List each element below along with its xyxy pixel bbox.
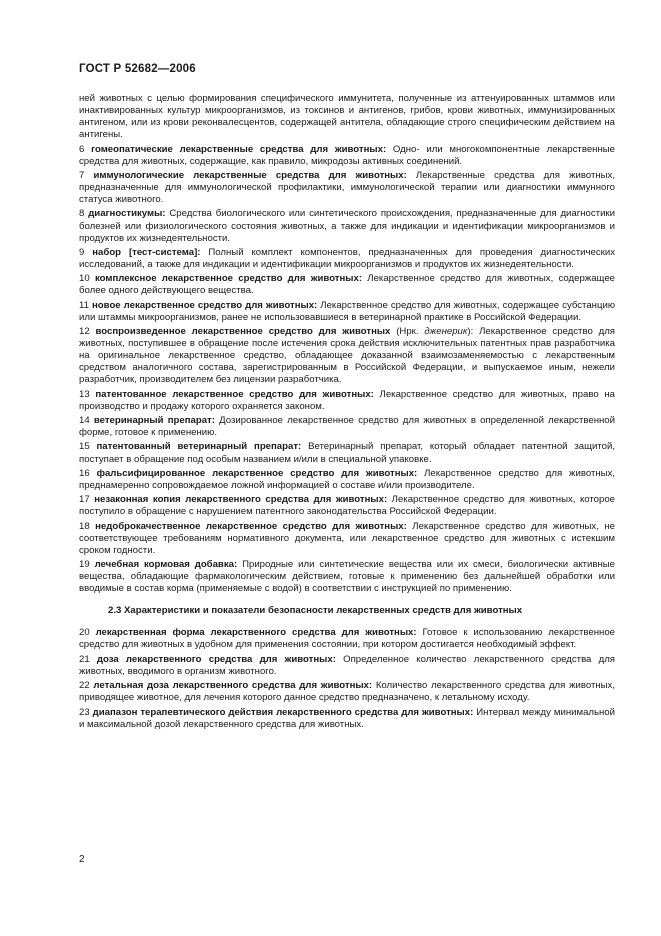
term-entry — [79, 273, 615, 297]
entry-number: 9 — [79, 246, 85, 258]
term-entry — [79, 680, 615, 704]
entry-definition: Лекарственное средство для животных, содержащее более одного действующего вещества. — [79, 273, 616, 297]
entry-term: незаконная копия лекарственного средства для животных: — [94, 494, 388, 506]
entry-definition: Интервал между минимальной и максимальной дозой лекарственного средства для животных. — [79, 706, 615, 730]
entry-number: 22 — [79, 680, 90, 692]
section-heading: 2.3 Характеристики и показатели безопасности лекарственных средств для животных — [108, 605, 523, 617]
entry-number: 20 — [79, 627, 90, 639]
entry-term: летальная доза лекарственного средства для животных: — [93, 680, 373, 692]
entry-number: 23 — [79, 706, 90, 718]
entry-number: 21 — [79, 653, 90, 665]
entry-definition: Лекарственное средство для животных, не соответствующее требованиям нормативного документа, или лекарственное средство для животных с истекшим сроком годности. — [79, 520, 615, 556]
entry-term: патентованное лекарственное средство для животных: — [95, 388, 374, 400]
entry-definition: Лекарственное средство для животных, преднамеренно сопровождаемое ложной информацией о составе и/или производителе. — [79, 467, 615, 491]
term-list-2 — [79, 627, 615, 730]
entry-number: 10 — [79, 273, 90, 285]
document-header: ГОСТ Р 52682—2006 — [79, 63, 196, 75]
entry-definition: Дозированное лекарственное средство для животных в определенной лекарственной форме, готовое к применению. — [79, 415, 615, 439]
entry-term: диапазон терапевтического действия лекарственного средства для животных: — [92, 706, 474, 718]
entry-definition: Готовое к использованию лекарственное средство для животных в удобном для применения состоянии, при котором достигается необходимый эффект. — [79, 627, 615, 651]
entry-number: 19 — [79, 559, 90, 570]
term-entry — [79, 144, 615, 168]
term-entry — [79, 247, 615, 271]
entry-definition: ): Лекарственное средство для животных, поступившее в обращение после истечения срока действия исключительных патентных прав разработчика на оригинальное лекарственное средство, обладающее доказанной взаимозаменяемостью с лекарственным средством аналогичного состава, зарегистрированным в Российской Федерации, и выпускаемое иным, нежели разработчик, производителем без лицензии разработчика. — [79, 326, 615, 386]
entry-definition: Ветеринарный препарат, который обладает патентной защитой, поступает в обращение под особым названием и/или в специальной упаковке. — [79, 441, 615, 465]
entry-number: 7 — [79, 169, 85, 181]
term-entry — [79, 707, 615, 731]
term-entry — [79, 389, 615, 413]
entry-number: 15 — [79, 441, 90, 453]
entry-number: 11 — [79, 299, 89, 311]
term-entry — [79, 494, 615, 518]
entry-definition: Природные или синтетические вещества или их смеси, биологически активные вещества, обладающие фармакологическим действием, готовые к применению без дальнейшей обработки или вводимые в состав корма (применяемые с водой) в соответствии с инструкцией по применению. — [79, 559, 615, 595]
entry-term: комплексное лекарственное средство для животных: — [94, 273, 363, 285]
entry-number: 14 — [79, 415, 90, 427]
entry-term: новое лекарственное средство для животных: — [92, 299, 318, 311]
entry-definition: Количество лекарственного средства для животных, приводящее животное, для лечения которого данное средство предназначено, к летальному исходу. — [79, 680, 616, 704]
entry-definition: Лекарственные средства для животных, предназначенные для иммунологической профилактики, иммунологической терапии или диагностики иммунного статуса животного. — [79, 169, 616, 206]
term-list — [79, 144, 615, 596]
entry-note: (Нрк. — [390, 326, 425, 337]
entry-term: диагностикумы: — [88, 208, 166, 220]
entry-definition: Лекарственное средство для животных, право на производство и продажу которого охраняется законом. — [79, 388, 615, 412]
entry-definition: Лекарственное средство для животных, содержащее субстанцию или штаммы микроорганизмов, ранее не использовавшиеся в ветеринарной практике в Российской Федерации. — [79, 299, 616, 323]
entry-term: набор [тест-система]: — [92, 246, 201, 258]
term-entry — [79, 468, 615, 492]
entry-note-italic: дженерик — [424, 326, 468, 337]
term-entry — [79, 559, 615, 595]
term-entry — [79, 627, 615, 651]
entry-definition: Полный комплект компонентов, предназначенных для проведения диагностических исследований, а также для индикации и идентификации микроорганизмов и продуктов их жизнедеятельности. — [79, 246, 616, 270]
term-entry — [79, 415, 615, 439]
term-entry — [79, 326, 615, 386]
entry-term: лекарственная форма лекарственного средства для животных: — [95, 627, 417, 639]
entry-term: иммунологические лекарственные средства для животных: — [93, 169, 407, 181]
entry-number: 18 — [79, 520, 90, 532]
entry-number: 16 — [79, 467, 90, 479]
entry-term: ветеринарный препарат: — [93, 415, 215, 427]
entry-term: воспроизведенное лекарственное средство для животных — [95, 326, 391, 337]
entry-definition: Одно- или многокомпонентные лекарственные средства для животных, содержащие, как правило, микродозы активных соединений. — [79, 143, 615, 167]
term-entry — [79, 441, 615, 465]
intro-paragraph: ней животных с целью формирования специфического иммунитета, полученные из аттенуированных штаммов или инактивированных культур микроорганизмов, из токсинов и антигенов, грибов, крови животных, иммунизированных антигеном, или из крови реконвалесцентов, содержащей антитела, обладающие строго специфическим действием на антигены. — [79, 93, 615, 141]
entry-term: лечебная кормовая добавка: — [94, 559, 238, 570]
term-entry — [79, 521, 615, 557]
entry-term: доза лекарственного средства для животных: — [96, 653, 336, 665]
entry-definition: Средства биологического или синтетического происхождения, предназначенные для диагностики болезней или физиологического состояния животных, а также для индикации и идентификации микроорганизмов и продуктов их жизнедеятельности. — [79, 208, 615, 244]
entry-term: патентованный ветеринарный препарат: — [96, 441, 302, 453]
page-number: 2 — [79, 854, 85, 865]
entry-number: 6 — [79, 143, 85, 155]
entry-number: 13 — [79, 388, 90, 400]
term-entry — [79, 300, 615, 324]
entry-number: 17 — [79, 494, 90, 506]
term-entry — [79, 208, 615, 244]
entry-term: недоброкачественное лекарственное средство для животных: — [95, 520, 407, 532]
document-body — [79, 93, 615, 733]
entry-number: 12 — [79, 326, 90, 337]
entry-term: гомеопатические лекарственные средства для животных: — [91, 143, 387, 155]
entry-term: фальсифицированное лекарственное средство для животных: — [96, 467, 418, 479]
entry-definition: Лекарственное средство для животных, которое поступило в обращение с нарушением патентного законодательства Российской Федерации. — [79, 494, 616, 518]
entry-definition: Определенное количество лекарственного средства для животных, вводимого в организм животного. — [79, 653, 615, 677]
entry-number: 8 — [79, 208, 85, 220]
term-entry — [79, 654, 615, 678]
term-entry — [79, 170, 615, 206]
